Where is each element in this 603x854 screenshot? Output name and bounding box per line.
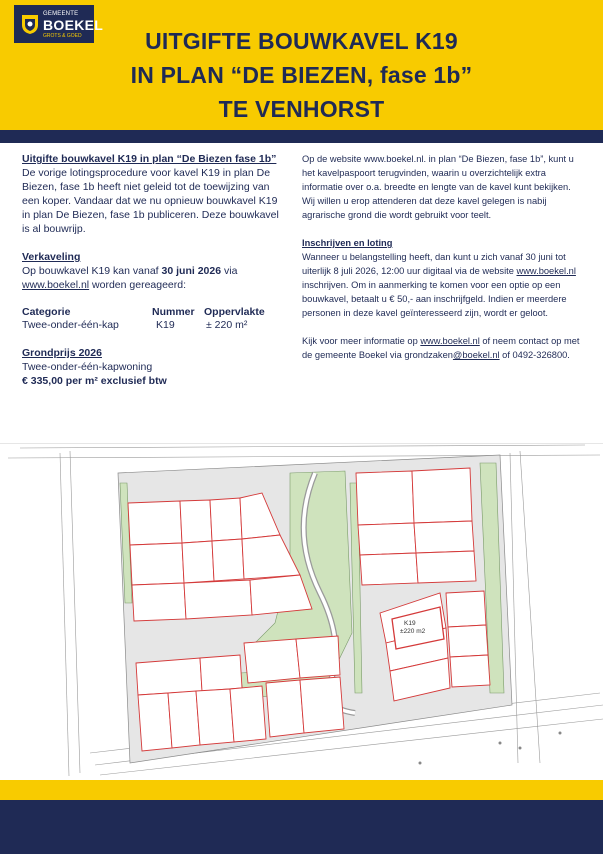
sale-text-part: Op bouwkavel K19 kan vanaf	[22, 265, 162, 277]
left-column	[22, 152, 284, 388]
registration-text-part: Wanneer u belangstelling heeft, dan kunt u zich vanaf 30 juni tot uiterlijk 8 juli 2026, 12:00 uur digitaal via de website	[302, 252, 566, 276]
footer-navy-band	[0, 800, 603, 854]
sale-text-part: via	[221, 265, 238, 277]
sale-heading: Verkaveling	[22, 251, 81, 263]
contact-text-part: of neem contact op met de gemeente Boekel via grondzaken	[302, 336, 580, 360]
website-paragraph: Op de website www.boekel.nl. in plan “De Biezen, fase 1b”, kunt u het kavelpaspoort terugvinden, waarin u overzichtelijk extra informatie over o.a. breedte en lengte van de kavel kunt bekijken. Wij willen u erop attenderen dat deze kavel gelegen is nabij agrarische grond die wordt gebruikt voor teelt.	[302, 154, 574, 220]
site-plan-map	[0, 443, 603, 780]
cell-number: K19	[156, 319, 175, 331]
email-link[interactable]: @boekel.nl	[452, 350, 500, 360]
right-column	[302, 152, 585, 362]
intro-text: De vorige lotingsprocedure voor kavel K19 in plan De Biezen, fase 1b heeft niet geleid tot de toewijzing van een koper. Vandaar dat we nu opnieuw bouwkavel K19 in plan De Biezen, fase 1b publiceren. Deze bouwkavel is al bouwrijp.	[22, 167, 279, 235]
col-header-number: Nummer	[152, 306, 195, 318]
table-row	[22, 319, 265, 332]
price-heading: Grondprijs 2026	[22, 347, 102, 359]
sale-link[interactable]: www.boekel.nl	[22, 279, 90, 291]
title-line-3: TE VENHORST	[218, 96, 385, 122]
lot-table	[22, 306, 265, 332]
registration-text	[302, 250, 585, 320]
cell-area: ± 220 m²	[206, 319, 248, 331]
registration-heading: Inschrijven en loting	[302, 238, 393, 248]
k19-label: K19	[404, 620, 416, 627]
col-header-area: Oppervlakte	[204, 306, 265, 318]
logo-name: BOEKEL	[43, 17, 104, 33]
sale-text	[22, 264, 284, 292]
footer-yellow-band	[0, 780, 603, 800]
logo-tagline: GROTS & GOED	[43, 33, 82, 39]
contact-text-part: Kijk voor meer informatie op	[302, 336, 421, 346]
lot-table-header	[22, 306, 265, 319]
registration-text-part: inschrijven. Om in aanmerking te komen voor een optie op een bouwkavel, betaalt u € 50,- aan inschrijfgeld. Indien er meerdere personen in deze kavel geïnteresseerd zijn, wordt er geloot.	[302, 280, 567, 318]
contact-text-part: of 0492-326800.	[499, 350, 570, 360]
title-line-2: IN PLAN “DE BIEZEN, fase 1b”	[130, 62, 473, 88]
registration-link[interactable]: www.boekel.nl	[516, 266, 576, 276]
price-value: € 335,00 per m² exclusief btw	[22, 375, 167, 387]
logo-subtitle: GEMEENTE	[43, 11, 79, 17]
contact-text	[302, 334, 585, 362]
top-divider-band	[0, 130, 603, 143]
title-line-1: UITGIFTE BOUWKAVEL K19	[145, 28, 458, 54]
sale-date: 30 juni 2026	[161, 265, 222, 277]
header-banner	[0, 0, 603, 130]
k19-area-label: ±220 m2	[400, 628, 426, 635]
info-link[interactable]: www.boekel.nl	[420, 336, 480, 346]
price-type: Twee-onder-één-kapwoning	[22, 361, 153, 373]
cell-category: Twee-onder-één-kap	[22, 319, 119, 331]
sale-text-part: worden gereageerd:	[89, 279, 187, 291]
col-header-category: Categorie	[22, 306, 71, 318]
intro-heading: Uitgifte bouwkavel K19 in plan “De Biezen fase 1b”	[22, 153, 277, 165]
